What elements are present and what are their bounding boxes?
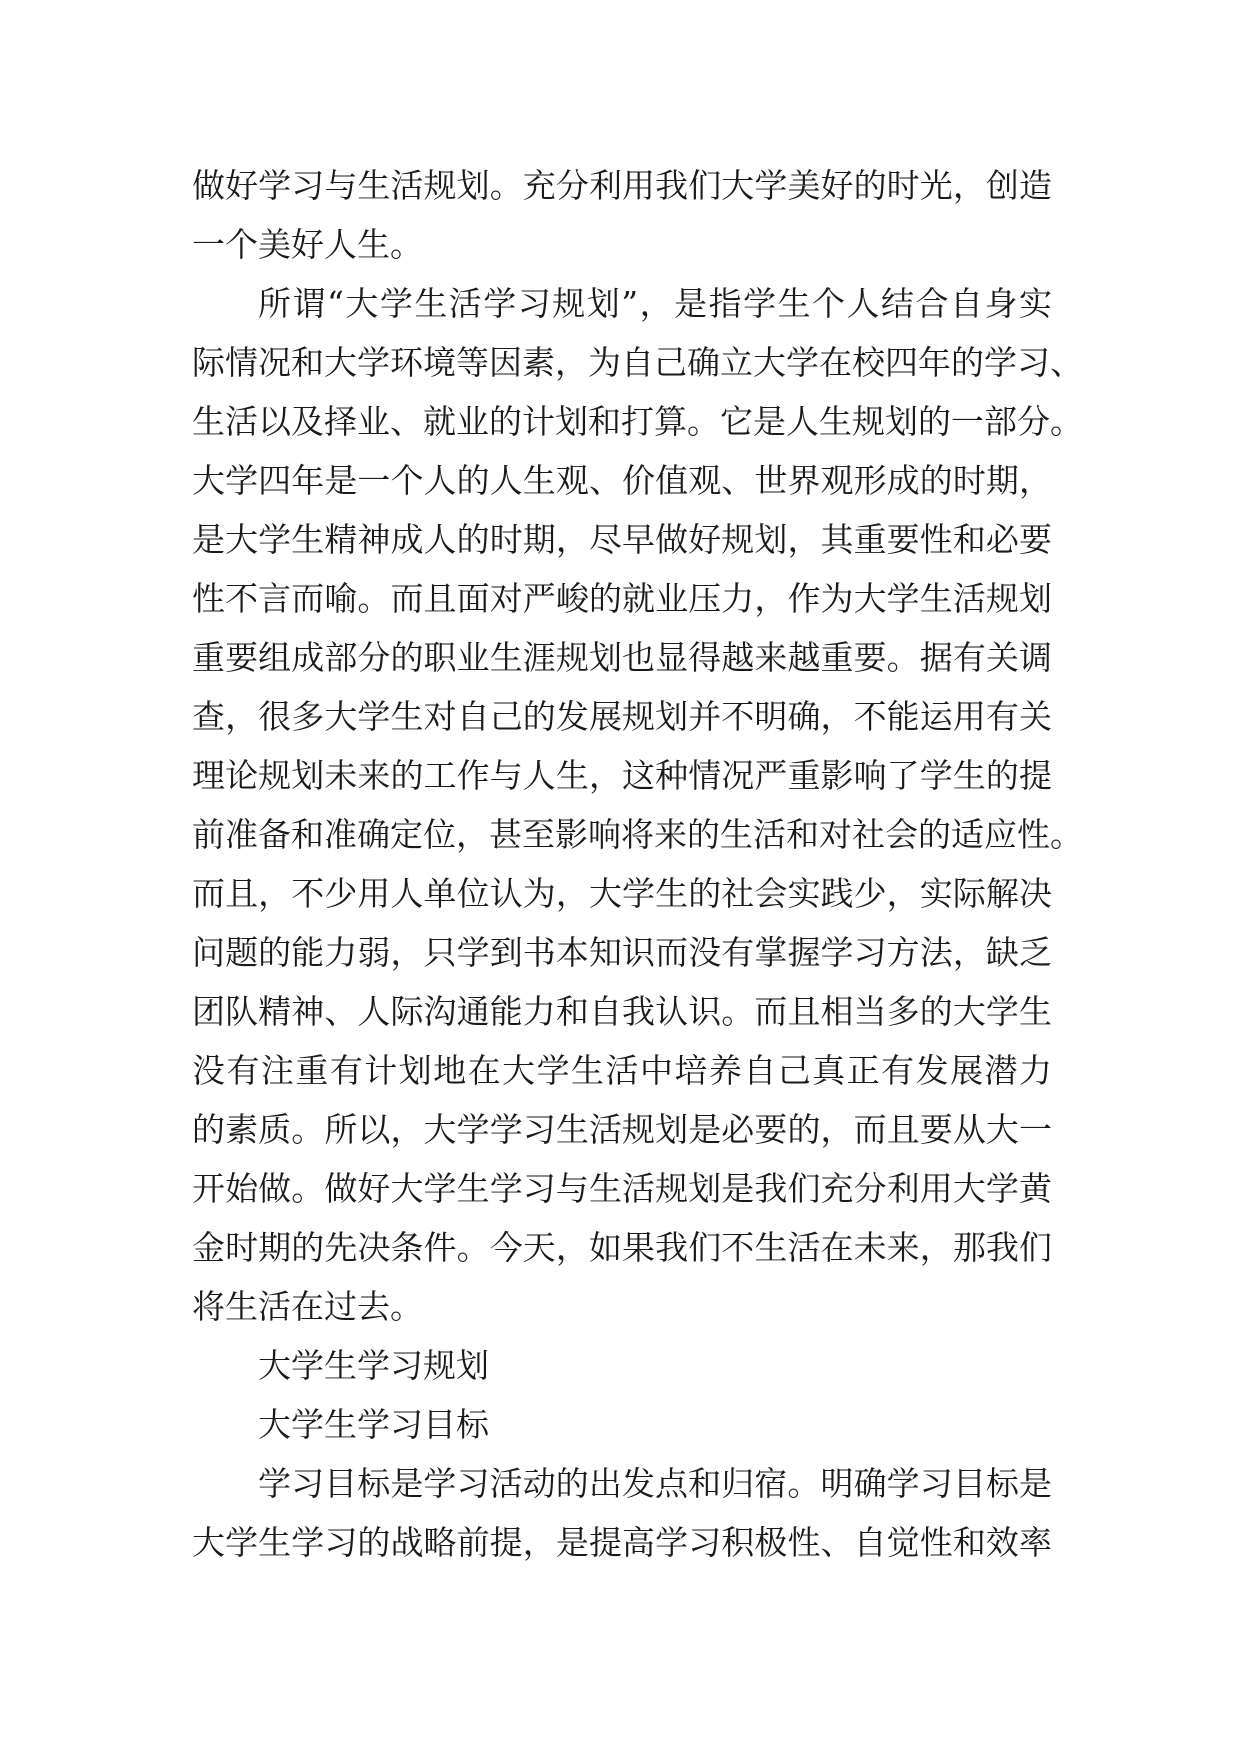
text-line: 开始做。做好大学生学习与生活规划是我们充分利用大学黄	[192, 1169, 1052, 1208]
text-line: 将生活在过去。	[192, 1287, 423, 1326]
text-line: 重要组成部分的职业生涯规划也显得越来越重要。据有关调	[192, 638, 1052, 677]
text-line: 大学生学习的战略前提，是提高学习积极性、自觉性和效率	[192, 1523, 1052, 1562]
text-line: 学习目标是学习活动的出发点和归宿。明确学习目标是	[258, 1464, 1052, 1503]
section-heading: 大学生学习规划	[258, 1346, 489, 1385]
section-heading: 大学生学习目标	[258, 1405, 489, 1444]
text-line: 问题的能力弱，只学到书本知识而没有掌握学习方法，缺乏	[192, 933, 1052, 972]
text-line: 做好学习与生活规划。充分利用我们大学美好的时光，创造	[192, 166, 1052, 205]
text-line: 所谓“大学生活学习规划”，是指学生个人结合自身实	[258, 284, 1052, 323]
text-line: 团队精神、人际沟通能力和自我认识。而且相当多的大学生	[192, 992, 1052, 1031]
text-line: 生活以及择业、就业的计划和打算。它是人生规划的一部分。	[192, 402, 1083, 441]
text-line: 一个美好人生。	[192, 225, 423, 264]
text-line: 而且，不少用人单位认为，大学生的社会实践少，实际解决	[192, 874, 1052, 913]
text-line: 是大学生精神成人的时期，尽早做好规划，其重要性和必要	[192, 520, 1052, 559]
text-line: 大学四年是一个人的人生观、价值观、世界观形成的时期，	[192, 461, 1052, 500]
text-line: 理论规划未来的工作与人生，这种情况严重影响了学生的提	[192, 756, 1052, 795]
text-line: 没有注重有计划地在大学生活中培养自己真正有发展潜力	[192, 1051, 1052, 1090]
text-line: 金时期的先决条件。今天，如果我们不生活在未来，那我们	[192, 1228, 1052, 1267]
text-line: 际情况和大学环境等因素，为自己确立大学在校四年的学习、	[192, 343, 1083, 382]
text-line: 性不言而喻。而且面对严峻的就业压力，作为大学生活规划	[192, 579, 1052, 618]
text-line: 的素质。所以，大学学习生活规划是必要的，而且要从大一	[192, 1110, 1052, 1149]
text-line: 前准备和准确定位，甚至影响将来的生活和对社会的适应性。	[192, 815, 1083, 854]
body-text	[192, 156, 1083, 1572]
text-line: 查，很多大学生对自己的发展规划并不明确，不能运用有关	[192, 697, 1052, 736]
